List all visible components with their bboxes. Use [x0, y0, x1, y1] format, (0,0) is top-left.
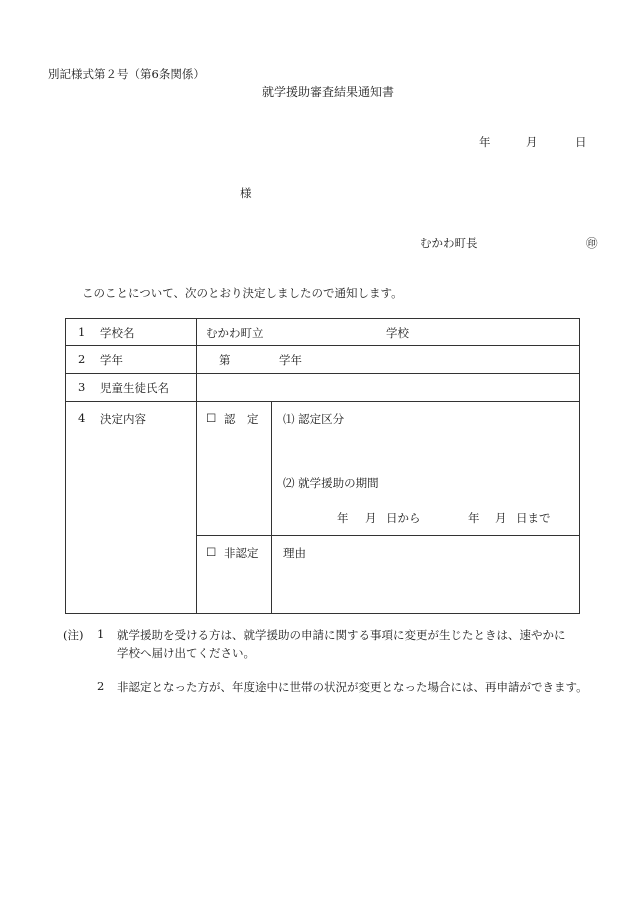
issuer-name: むかわ町長: [420, 236, 478, 250]
recipient-honorific: 様: [240, 186, 252, 200]
table-row-school: [66, 319, 580, 346]
row-label-school: 学校名: [100, 326, 135, 340]
period-start-day: 日から: [386, 511, 421, 525]
period-end-month: 月: [495, 511, 507, 525]
decision-table: [65, 318, 580, 614]
period-end-year: 年: [468, 511, 480, 525]
form-reference: 別記様式第２号（第6条関係）: [48, 67, 205, 81]
row-number: 1: [78, 325, 86, 339]
period-start-month: 月: [365, 511, 377, 525]
rejection-reason-label: 理由: [283, 546, 306, 560]
table-row-grade: [66, 346, 580, 374]
school-prefix: むかわ町立: [206, 326, 264, 340]
period-start-year: 年: [337, 511, 349, 525]
approval-category-item: ⑴ 認定区分: [283, 412, 345, 426]
date-day-label: 日: [575, 135, 587, 149]
date-month-label: 月: [526, 135, 538, 149]
grade-suffix: 学年: [279, 353, 302, 367]
note-2-number: 2: [97, 679, 105, 693]
rejected-label: 非認定: [224, 546, 259, 560]
school-suffix: 学校: [386, 326, 409, 340]
approved-checkbox[interactable]: ☐: [206, 411, 217, 425]
grade-prefix: 第: [219, 353, 231, 367]
notes-prefix: (注): [63, 628, 84, 642]
note-1-line-1: 就学援助を受ける方は、就学援助の申請に関する事項に変更が生じたときは、速やかに: [117, 628, 566, 642]
row-number: 3: [78, 380, 86, 394]
seal-mark: ㊞: [586, 236, 598, 250]
approved-label: 認 定: [224, 412, 259, 426]
rejected-checkbox[interactable]: ☐: [206, 545, 217, 559]
row-label-student-name: 児童生徒氏名: [100, 381, 169, 395]
table-row-student-name: [66, 374, 580, 402]
period-end-day: 日まで: [516, 511, 551, 525]
row-number: 2: [78, 352, 86, 366]
note-1-number: 1: [97, 627, 105, 641]
table-row-decision-approved: [66, 402, 580, 536]
note-1-line-2: 学校へ届け出てください。: [117, 646, 255, 660]
row-number: 4: [78, 411, 86, 425]
row-label-grade: 学年: [100, 353, 123, 367]
row-label-decision: 決定内容: [100, 412, 146, 426]
document-title: 就学援助審査結果通知書: [262, 85, 395, 99]
date-year-label: 年: [479, 135, 491, 149]
note-2-text: 非認定となった方が、年度途中に世帯の状況が変更となった場合には、再申請ができます。: [117, 680, 588, 694]
body-text: このことについて、次のとおり決定しましたので通知します。: [82, 286, 403, 300]
aid-period-item: ⑵ 就学援助の期間: [283, 476, 379, 490]
